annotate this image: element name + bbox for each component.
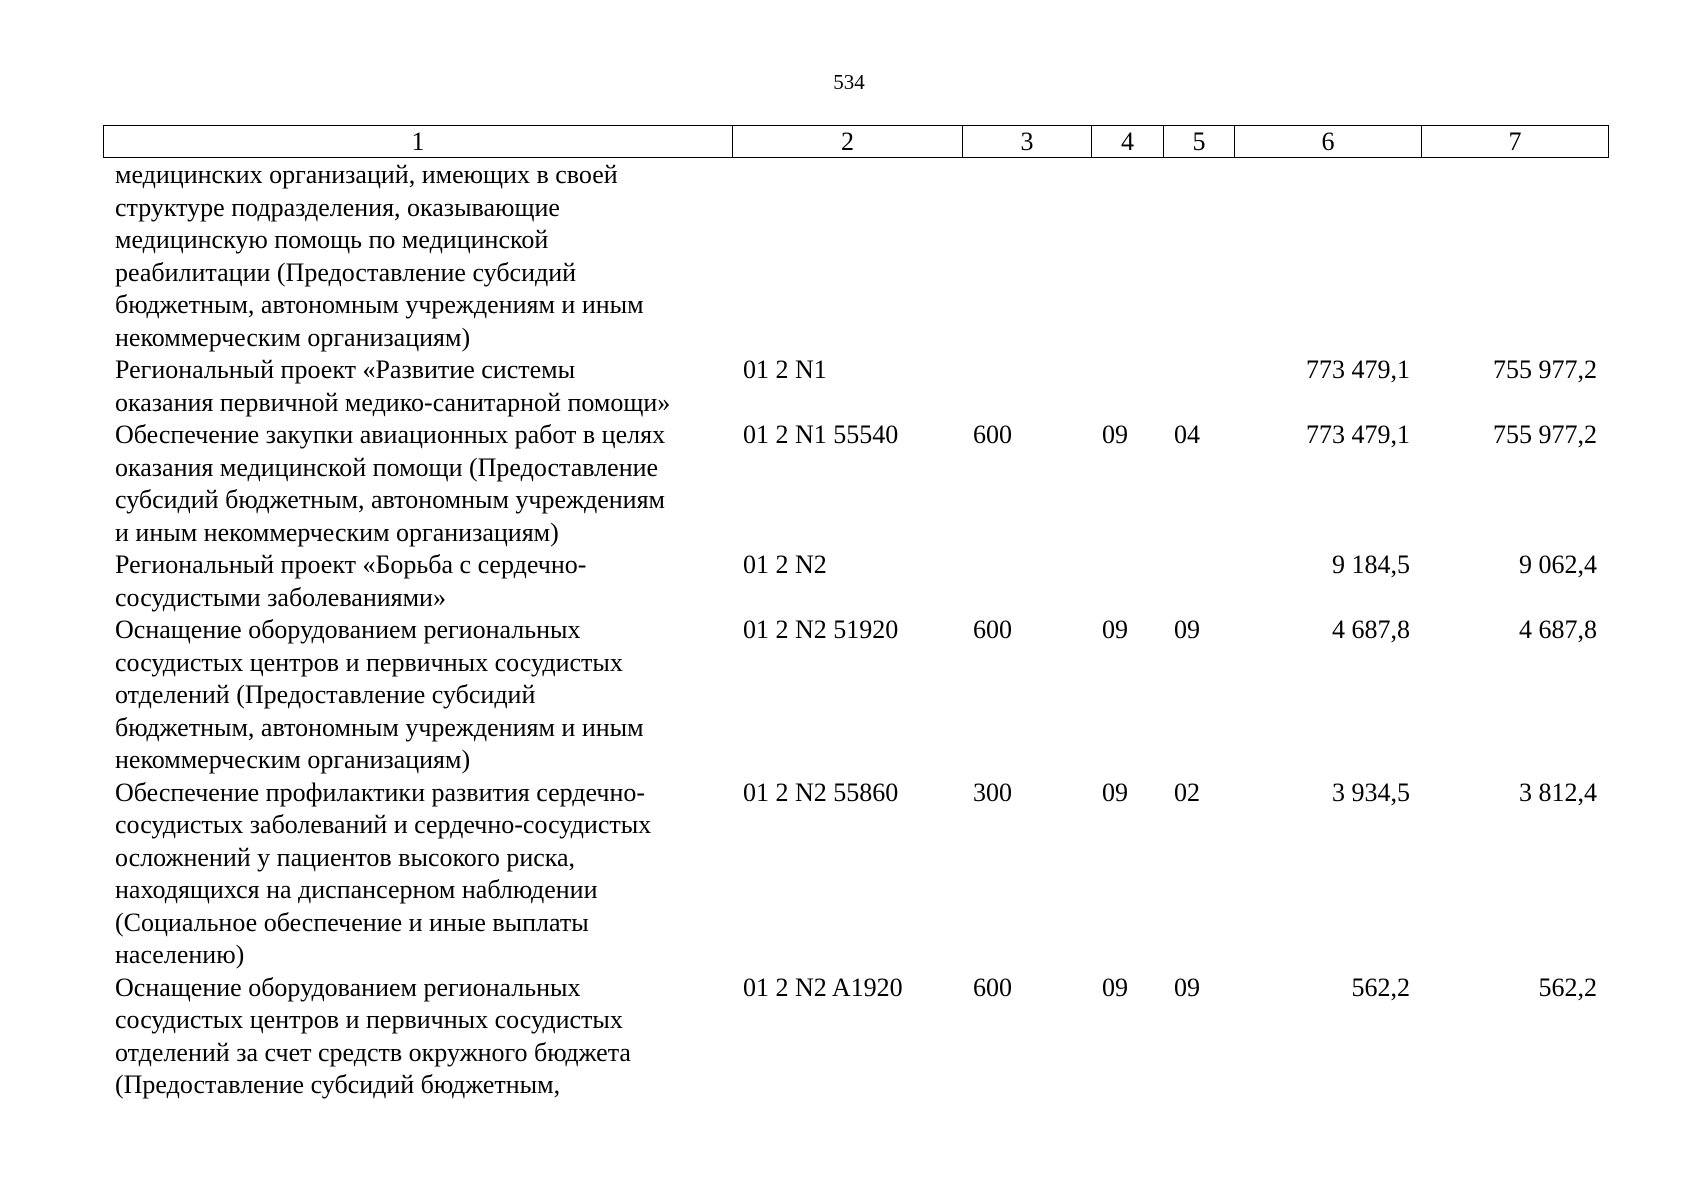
row-sum-1: 3 934,5	[1332, 777, 1410, 807]
description-line: находящихся на диспансерном наблюдении	[115, 875, 598, 904]
description-line: некоммерческим организациям)	[115, 745, 471, 774]
description-line: некоммерческим организациям)	[115, 322, 471, 352]
row-description	[103, 614, 732, 777]
row-sum-2: 9 062,4	[1519, 550, 1597, 579]
description-line: и иным некоммерческим организациям)	[115, 517, 559, 547]
row-subsection	[1163, 549, 1234, 614]
row-code: 01 2 N2 51920	[743, 615, 899, 644]
column-header-6: 6	[1235, 126, 1422, 158]
page-number: 534	[833, 70, 865, 94]
description-line: отделений за счет средств окружного бюджета	[115, 1037, 631, 1067]
description-line: медицинскую помощь по медицинской	[115, 225, 549, 254]
description-line: медицинских организаций, имеющих в своей	[115, 160, 618, 189]
description-line: оказания первичной медико-санитарной помощи»	[115, 387, 671, 417]
table-row	[103, 972, 1613, 1102]
row-type	[962, 159, 1091, 354]
row-subsection: 04	[1174, 420, 1200, 449]
description-line: Оснащение оборудованием региональных	[115, 972, 581, 1002]
description-line: отделений (Предоставление субсидий	[115, 680, 536, 709]
description-line: структуре подразделения, оказывающие	[115, 192, 560, 222]
row-description	[103, 419, 732, 549]
row-section	[1091, 159, 1163, 354]
description-line: оказания медицинской помощи (Предоставление	[115, 452, 659, 482]
row-description	[103, 354, 732, 419]
description-line: Обеспечение закупки авиационных работ в целях	[115, 420, 666, 449]
row-subsection: 09	[1174, 615, 1200, 644]
description-line: реабилитации (Предоставление субсидий	[115, 257, 577, 287]
row-code: 01 2 N2	[743, 550, 827, 579]
description-line: бюджетным, автономным учреждениям и иным	[115, 712, 644, 742]
row-sum-1	[1234, 159, 1421, 354]
column-header-table	[103, 125, 1609, 158]
table-row	[103, 354, 1613, 419]
description-line: сосудистыми заболеваниями»	[115, 582, 446, 612]
row-type	[962, 549, 1091, 614]
row-sum-2: 755 977,2	[1493, 420, 1597, 449]
row-sum-2: 562,2	[1538, 972, 1597, 1002]
description-line: бюджетным, автономным учреждениям и иным	[115, 290, 644, 319]
row-subsection: 02	[1174, 777, 1200, 807]
row-code: 01 2 N1 55540	[743, 420, 899, 449]
column-header-1: 1	[104, 126, 733, 158]
row-section	[1091, 549, 1163, 614]
column-header-4: 4	[1092, 126, 1164, 158]
row-sum-2: 3 812,4	[1519, 777, 1597, 807]
table-row	[103, 549, 1613, 614]
column-header-row	[104, 126, 1609, 158]
description-line: населению)	[115, 940, 245, 969]
table-row	[103, 614, 1613, 777]
row-description	[103, 777, 732, 972]
column-header-5: 5	[1164, 126, 1235, 158]
column-header-7: 7	[1422, 126, 1609, 158]
row-sum-2: 755 977,2	[1493, 355, 1597, 384]
description-line: Региональный проект «Борьба с сердечно-	[115, 550, 587, 579]
row-type: 300	[973, 777, 1012, 807]
row-subsection: 09	[1174, 972, 1200, 1002]
description-line: Обеспечение профилактики развития сердечно-	[115, 777, 646, 807]
row-sum-1: 4 687,8	[1332, 615, 1410, 644]
column-header-2: 2	[733, 126, 963, 158]
row-section: 09	[1102, 972, 1128, 1002]
row-code	[732, 159, 962, 354]
description-line: осложнений у пациентов высокого риска,	[115, 842, 576, 872]
row-sum-2: 4 687,8	[1519, 615, 1597, 644]
row-code: 01 2 N1	[743, 355, 827, 384]
row-description	[103, 159, 732, 354]
description-line: (Предоставление субсидий бюджетным,	[115, 1070, 561, 1099]
description-line: сосудистых центров и первичных сосудистых	[115, 647, 623, 677]
row-type: 600	[973, 972, 1012, 1002]
description-line: субсидий бюджетным, автономным учреждениям	[115, 485, 665, 514]
row-type	[962, 354, 1091, 419]
row-code: 01 2 N2 A1920	[743, 972, 903, 1002]
row-sum-1: 9 184,5	[1332, 550, 1410, 579]
row-description	[103, 972, 732, 1102]
description-line: сосудистых заболеваний и сердечно-сосудистых	[115, 810, 652, 839]
table-body	[103, 159, 1613, 1102]
table-row	[103, 777, 1613, 972]
row-section: 09	[1102, 615, 1128, 644]
row-sum-1: 773 479,1	[1306, 420, 1410, 449]
row-sum-2	[1421, 159, 1608, 354]
row-section: 09	[1102, 777, 1128, 807]
description-line: сосудистых центров и первичных сосудистых	[115, 1005, 623, 1034]
row-code: 01 2 N2 55860	[743, 777, 899, 807]
table-row	[103, 159, 1613, 354]
row-section	[1091, 354, 1163, 419]
description-line: Оснащение оборудованием региональных	[115, 615, 581, 644]
column-header-3: 3	[963, 126, 1092, 158]
row-sum-1: 562,2	[1351, 972, 1410, 1002]
table-row	[103, 419, 1613, 549]
row-sum-1: 773 479,1	[1306, 355, 1410, 384]
row-subsection	[1163, 159, 1234, 354]
row-type: 600	[973, 420, 1012, 449]
description-line: Региональный проект «Развитие системы	[115, 355, 576, 384]
row-subsection	[1163, 354, 1234, 419]
row-type: 600	[973, 615, 1012, 644]
description-line: (Социальное обеспечение и иные выплаты	[115, 907, 589, 937]
row-section: 09	[1102, 420, 1128, 449]
row-description	[103, 549, 732, 614]
